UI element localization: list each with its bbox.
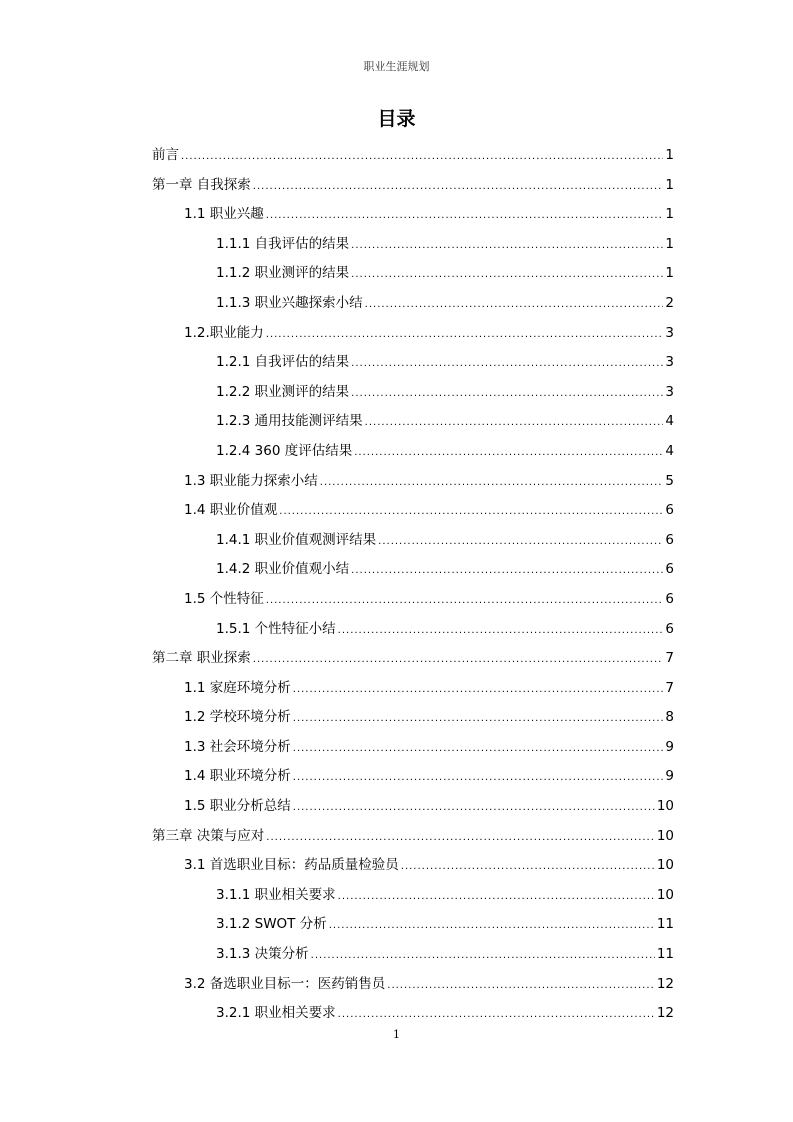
toc-leader-dots bbox=[387, 971, 655, 1000]
toc-leader-dots bbox=[338, 1000, 655, 1029]
toc-entry-label: 1.4.2 职业价值观小结 bbox=[216, 561, 350, 578]
toc-leader-dots bbox=[401, 852, 655, 881]
toc-entry[interactable] bbox=[152, 407, 674, 437]
table-of-contents bbox=[152, 141, 674, 1029]
toc-entry-label: 1.4 职业环境分析 bbox=[184, 768, 291, 785]
toc-entry-label: 3.1.1 职业相关要求 bbox=[216, 886, 336, 903]
toc-entry[interactable] bbox=[152, 733, 674, 763]
toc-leader-dots bbox=[351, 231, 663, 260]
toc-entry-label: 1.2.1 自我评估的结果 bbox=[216, 354, 350, 371]
toc-entry-label: 1.5 个性特征 bbox=[184, 590, 264, 607]
toc-leader-dots bbox=[293, 734, 664, 763]
toc-entry[interactable] bbox=[152, 999, 674, 1029]
toc-leader-dots bbox=[365, 408, 664, 437]
toc-entry-page: 4 bbox=[665, 413, 674, 430]
toc-entry[interactable] bbox=[152, 259, 674, 289]
toc-entry[interactable] bbox=[152, 822, 674, 852]
toc-leader-dots bbox=[266, 823, 655, 852]
toc-entry[interactable] bbox=[152, 881, 674, 911]
toc-entry[interactable] bbox=[152, 703, 674, 733]
toc-entry[interactable] bbox=[152, 319, 674, 349]
toc-entry-label: 1.3 职业能力探索小结 bbox=[184, 472, 318, 489]
toc-entry-page: 12 bbox=[656, 1005, 674, 1022]
toc-entry-page: 3 bbox=[665, 354, 674, 371]
toc-entry[interactable] bbox=[152, 496, 674, 526]
toc-entry-label: 1.1.2 职业测评的结果 bbox=[216, 265, 350, 282]
toc-leader-dots bbox=[329, 911, 655, 940]
toc-leader-dots bbox=[320, 468, 664, 497]
toc-entry-page: 1 bbox=[665, 206, 674, 223]
toc-entry-label: 第三章 决策与应对 bbox=[152, 827, 265, 844]
toc-leader-dots bbox=[266, 320, 664, 349]
toc-entry-label: 1.5 职业分析总结 bbox=[184, 798, 291, 815]
toc-entry[interactable] bbox=[152, 467, 674, 497]
toc-entry-page: 6 bbox=[665, 620, 674, 637]
toc-entry-label: 1.2 学校环境分析 bbox=[184, 709, 291, 726]
toc-leader-dots bbox=[351, 349, 663, 378]
toc-entry[interactable] bbox=[152, 555, 674, 585]
toc-leader-dots bbox=[279, 497, 663, 526]
toc-entry-page: 11 bbox=[656, 916, 674, 933]
toc-entry-label: 第一章 自我探索 bbox=[152, 176, 251, 193]
toc-leader-dots bbox=[338, 882, 655, 911]
toc-entry-page: 7 bbox=[665, 679, 674, 696]
toc-entry-page: 10 bbox=[656, 798, 674, 815]
toc-title: 目录 bbox=[377, 108, 416, 130]
toc-entry-label: 3.1.2 SWOT 分析 bbox=[216, 916, 327, 933]
toc-entry[interactable] bbox=[152, 585, 674, 615]
toc-entry[interactable] bbox=[152, 200, 674, 230]
toc-leader-dots bbox=[293, 704, 664, 733]
toc-entry-label: 1.1 职业兴趣 bbox=[184, 206, 264, 223]
toc-entry[interactable] bbox=[152, 674, 674, 704]
toc-entry[interactable] bbox=[152, 289, 674, 319]
toc-entry[interactable] bbox=[152, 792, 674, 822]
toc-entry-label: 前言 bbox=[152, 147, 179, 163]
toc-entry-label: 1.4 职业价值观 bbox=[184, 502, 278, 519]
toc-entry-page: 9 bbox=[665, 768, 674, 785]
toc-leader-dots bbox=[181, 142, 663, 171]
toc-entry-label: 1.2.3 通用技能测评结果 bbox=[216, 413, 363, 430]
toc-entry-page: 6 bbox=[665, 502, 674, 519]
toc-entry-page: 1 bbox=[665, 147, 674, 163]
toc-entry-page: 1 bbox=[665, 235, 674, 252]
toc-entry[interactable] bbox=[152, 615, 674, 645]
toc-entry-page: 1 bbox=[665, 265, 674, 282]
toc-entry-page: 10 bbox=[656, 827, 674, 844]
toc-entry[interactable] bbox=[152, 230, 674, 260]
toc-entry-label: 1.5.1 个性特征小结 bbox=[216, 620, 336, 637]
running-header: 职业生涯规划 bbox=[363, 60, 430, 73]
toc-entry[interactable] bbox=[152, 762, 674, 792]
toc-entry-page: 5 bbox=[665, 472, 674, 489]
toc-entry[interactable] bbox=[152, 378, 674, 408]
toc-entry-label: 3.1.3 决策分析 bbox=[216, 946, 309, 963]
toc-entry-label: 1.1 家庭环境分析 bbox=[184, 679, 291, 696]
toc-entry-label: 3.2.1 职业相关要求 bbox=[216, 1005, 336, 1022]
toc-entry[interactable] bbox=[152, 348, 674, 378]
toc-leader-dots bbox=[293, 763, 664, 792]
toc-entry-page: 8 bbox=[665, 709, 674, 726]
toc-entry[interactable] bbox=[152, 141, 674, 171]
toc-entry-page: 3 bbox=[665, 324, 674, 341]
toc-entry-page: 7 bbox=[665, 650, 674, 667]
toc-entry[interactable] bbox=[152, 910, 674, 940]
toc-entry-page: 6 bbox=[665, 590, 674, 607]
toc-entry-page: 2 bbox=[665, 294, 674, 311]
page-number: 1 bbox=[393, 1028, 400, 1041]
toc-entry-label: 1.2.4 360 度评估结果 bbox=[216, 442, 353, 459]
toc-entry-page: 9 bbox=[665, 738, 674, 755]
toc-entry[interactable] bbox=[152, 171, 674, 201]
toc-leader-dots bbox=[266, 201, 664, 230]
toc-entry-label: 1.1.3 职业兴趣探索小结 bbox=[216, 294, 363, 311]
toc-entry-label: 1.4.1 职业价值观测评结果 bbox=[216, 531, 377, 548]
toc-entry[interactable] bbox=[152, 526, 674, 556]
toc-entry-page: 12 bbox=[656, 975, 674, 992]
toc-leader-dots bbox=[365, 290, 664, 319]
toc-entry-page: 10 bbox=[656, 857, 674, 874]
toc-entry-label: 第二章 职业探索 bbox=[152, 650, 251, 667]
toc-entry-label: 1.1.1 自我评估的结果 bbox=[216, 235, 350, 252]
toc-leader-dots bbox=[293, 793, 655, 822]
toc-leader-dots bbox=[253, 172, 664, 201]
toc-entry-page: 6 bbox=[665, 531, 674, 548]
toc-entry-page: 3 bbox=[665, 383, 674, 400]
toc-entry[interactable] bbox=[152, 644, 674, 674]
toc-entry[interactable] bbox=[152, 851, 674, 881]
toc-entry-label: 1.2.职业能力 bbox=[184, 324, 264, 341]
toc-entry-label: 1.2.2 职业测评的结果 bbox=[216, 383, 350, 400]
toc-entry-page: 4 bbox=[665, 442, 674, 459]
toc-leader-dots bbox=[311, 941, 655, 970]
toc-leader-dots bbox=[338, 616, 664, 645]
toc-entry-label: 3.1 首选职业目标：药品质量检验员 bbox=[184, 857, 399, 874]
toc-entry[interactable] bbox=[152, 970, 674, 1000]
toc-leader-dots bbox=[266, 586, 664, 615]
toc-leader-dots bbox=[378, 527, 663, 556]
toc-leader-dots bbox=[293, 675, 664, 704]
toc-entry-page: 6 bbox=[665, 561, 674, 578]
toc-leader-dots bbox=[351, 260, 663, 289]
toc-leader-dots bbox=[253, 645, 664, 674]
toc-entry-page: 1 bbox=[665, 176, 674, 193]
toc-entry-label: 3.2 备选职业目标一：医药销售员 bbox=[184, 975, 386, 992]
toc-entry-label: 1.3 社会环境分析 bbox=[184, 738, 291, 755]
toc-leader-dots bbox=[351, 379, 663, 408]
toc-entry-page: 11 bbox=[656, 946, 674, 963]
toc-leader-dots bbox=[351, 556, 663, 585]
toc-entry[interactable] bbox=[152, 940, 674, 970]
toc-entry[interactable] bbox=[152, 437, 674, 467]
toc-leader-dots bbox=[354, 438, 663, 467]
toc-entry-page: 10 bbox=[656, 886, 674, 903]
